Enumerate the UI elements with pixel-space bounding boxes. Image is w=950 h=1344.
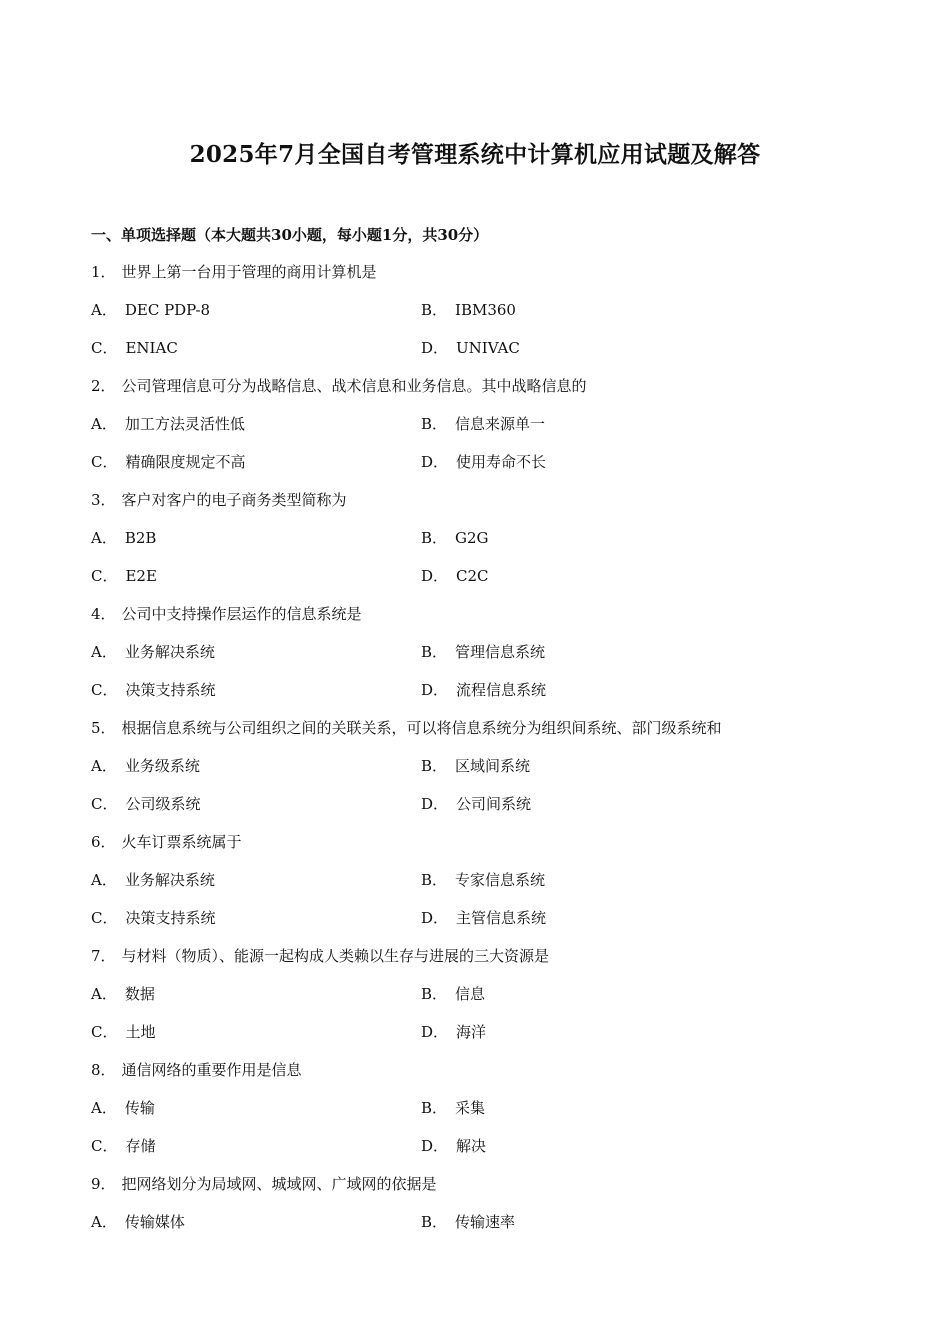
option-letter: C． [91,795,118,813]
option-row [91,452,871,490]
question-text: 火车订票系统属于 [121,833,242,851]
option-text: 公司间系统 [456,795,532,813]
option-text: 土地 [125,1023,156,1041]
answer-option [421,338,520,358]
option-row [91,300,871,338]
answer-option [91,984,155,1004]
question-text: 把网络划分为局域网、城域网、广域网的依据是 [121,1175,437,1193]
question-list [91,262,871,1250]
option-text: 传输 [124,1099,155,1117]
answer-option [421,756,530,776]
answer-option [91,528,156,548]
answer-option [421,452,546,472]
option-text: 公司级系统 [125,795,201,813]
answer-option [421,1136,486,1156]
question-stem [91,1174,871,1212]
option-text: 流程信息系统 [456,681,547,699]
answer-option [421,1022,486,1042]
option-row [91,414,871,452]
option-text: IBM360 [455,301,516,319]
option-text: 传输速率 [455,1213,516,1231]
document-title: 2025年7月全国自考管理系统中计算机应用试题及解答 [189,141,761,168]
option-row [91,680,871,718]
answer-option [421,566,489,586]
option-letter: C． [91,1137,118,1155]
answer-option [91,870,215,890]
option-row [91,756,871,794]
option-letter: A． [91,757,117,775]
answer-option [421,414,545,434]
option-letter: A． [91,415,117,433]
question-text: 世界上第一台用于管理的商用计算机是 [121,263,377,281]
option-letter: C． [91,339,118,357]
answer-option [421,984,485,1004]
question-text: 客户对客户的电子商务类型简称为 [121,491,347,509]
option-text: 专家信息系统 [455,871,546,889]
option-letter: B． [421,529,448,547]
question-number: 9． [91,1175,116,1193]
section-heading: 一、单项选择题（本大题共30小题，每小题1分，共30分） [91,226,489,244]
option-text: 采集 [455,1099,486,1117]
question-number: 4． [91,605,116,623]
option-letter: D． [421,567,449,585]
option-letter: A． [91,985,117,1003]
answer-option [91,1098,155,1118]
option-text: ENIAC [125,339,178,357]
question-number: 5． [91,719,116,737]
question-text: 公司管理信息可分为战略信息、战术信息和业务信息。其中战略信息的 [121,377,587,395]
option-text: 决策支持系统 [125,681,216,699]
answer-option [91,794,201,814]
option-text: 使用寿命不长 [456,453,547,471]
option-letter: A． [91,643,117,661]
option-text: 加工方法灵活性低 [124,415,245,433]
option-row [91,1212,871,1250]
question-text: 通信网络的重要作用是信息 [121,1061,302,1079]
option-text: 业务解决系统 [124,871,215,889]
option-letter: D． [421,795,449,813]
answer-option [421,642,545,662]
option-text: 业务级系统 [124,757,200,775]
option-letter: C． [91,909,118,927]
question-number: 3． [91,491,116,509]
question-text: 根据信息系统与公司组织之间的关联关系，可以将信息系统分为组织间系统、部门级系统和 [121,719,722,737]
question-text: 公司中支持操作层运作的信息系统是 [121,605,362,623]
answer-option [91,414,245,434]
option-row [91,1136,871,1174]
question-number: 2． [91,377,116,395]
answer-option [91,338,178,358]
option-text: 数据 [124,985,155,1003]
question-stem [91,718,871,756]
option-text: E2E [125,567,157,585]
answer-option [421,528,489,548]
answer-option [91,566,157,586]
option-row [91,338,871,376]
option-letter: A． [91,301,117,319]
option-text: 解决 [456,1137,487,1155]
option-letter: C． [91,567,118,585]
option-row [91,528,871,566]
answer-option [91,1022,156,1042]
option-letter: C． [91,681,118,699]
option-text: 决策支持系统 [125,909,216,927]
option-letter: D． [421,339,449,357]
answer-option [91,1136,156,1156]
option-letter: A． [91,1099,117,1117]
option-letter: D． [421,1137,449,1155]
option-row [91,870,871,908]
option-row [91,908,871,946]
answer-option [91,680,216,700]
option-letter: A． [91,871,117,889]
option-letter: B． [421,415,448,433]
question-number: 6． [91,833,116,851]
answer-option [91,908,216,928]
question-stem [91,946,871,984]
option-letter: A． [91,529,117,547]
answer-option [91,452,246,472]
question-stem [91,262,871,300]
option-text: C2C [456,567,489,585]
option-letter: B． [421,985,448,1003]
option-text: 海洋 [456,1023,487,1041]
question-stem [91,604,871,642]
option-text: 存储 [125,1137,156,1155]
answer-option [421,794,531,814]
answer-option [91,1212,185,1232]
option-letter: C． [91,1023,118,1041]
option-letter: B． [421,1099,448,1117]
option-row [91,1098,871,1136]
option-text: 传输媒体 [124,1213,185,1231]
option-letter: B． [421,643,448,661]
option-text: DEC PDP-8 [124,301,211,319]
answer-option [421,908,546,928]
option-letter: D． [421,681,449,699]
option-text: 信息 [455,985,486,1003]
option-letter: D． [421,1023,449,1041]
answer-option [421,680,546,700]
question-number: 1． [91,263,116,281]
option-letter: B． [421,757,448,775]
answer-option [91,756,200,776]
option-letter: B． [421,871,448,889]
option-row [91,642,871,680]
question-stem [91,1060,871,1098]
question-text: 与材料（物质）、能源一起构成人类赖以生存与进展的三大资源是 [121,947,550,965]
question-number: 8． [91,1061,116,1079]
option-text: G2G [455,529,489,547]
answer-option [421,1212,515,1232]
option-text: 区域间系统 [455,757,531,775]
answer-option [421,300,516,320]
option-text: 信息来源单一 [455,415,546,433]
option-letter: B． [421,1213,448,1231]
option-row [91,984,871,1022]
option-letter: C． [91,453,118,471]
option-text: UNIVAC [456,339,520,357]
option-text: 管理信息系统 [455,643,546,661]
answer-option [91,642,215,662]
question-stem [91,490,871,528]
answer-option [91,300,210,320]
option-letter: D． [421,453,449,471]
option-row [91,1022,871,1060]
option-text: 业务解决系统 [124,643,215,661]
option-text: B2B [124,529,157,547]
option-text: 精确限度规定不高 [125,453,246,471]
option-letter: D． [421,909,449,927]
question-number: 7． [91,947,116,965]
option-row [91,566,871,604]
question-stem [91,832,871,870]
option-row [91,794,871,832]
option-letter: A． [91,1213,117,1231]
option-text: 主管信息系统 [456,909,547,927]
option-letter: B． [421,301,448,319]
question-stem [91,376,871,414]
answer-option [421,1098,485,1118]
answer-option [421,870,545,890]
